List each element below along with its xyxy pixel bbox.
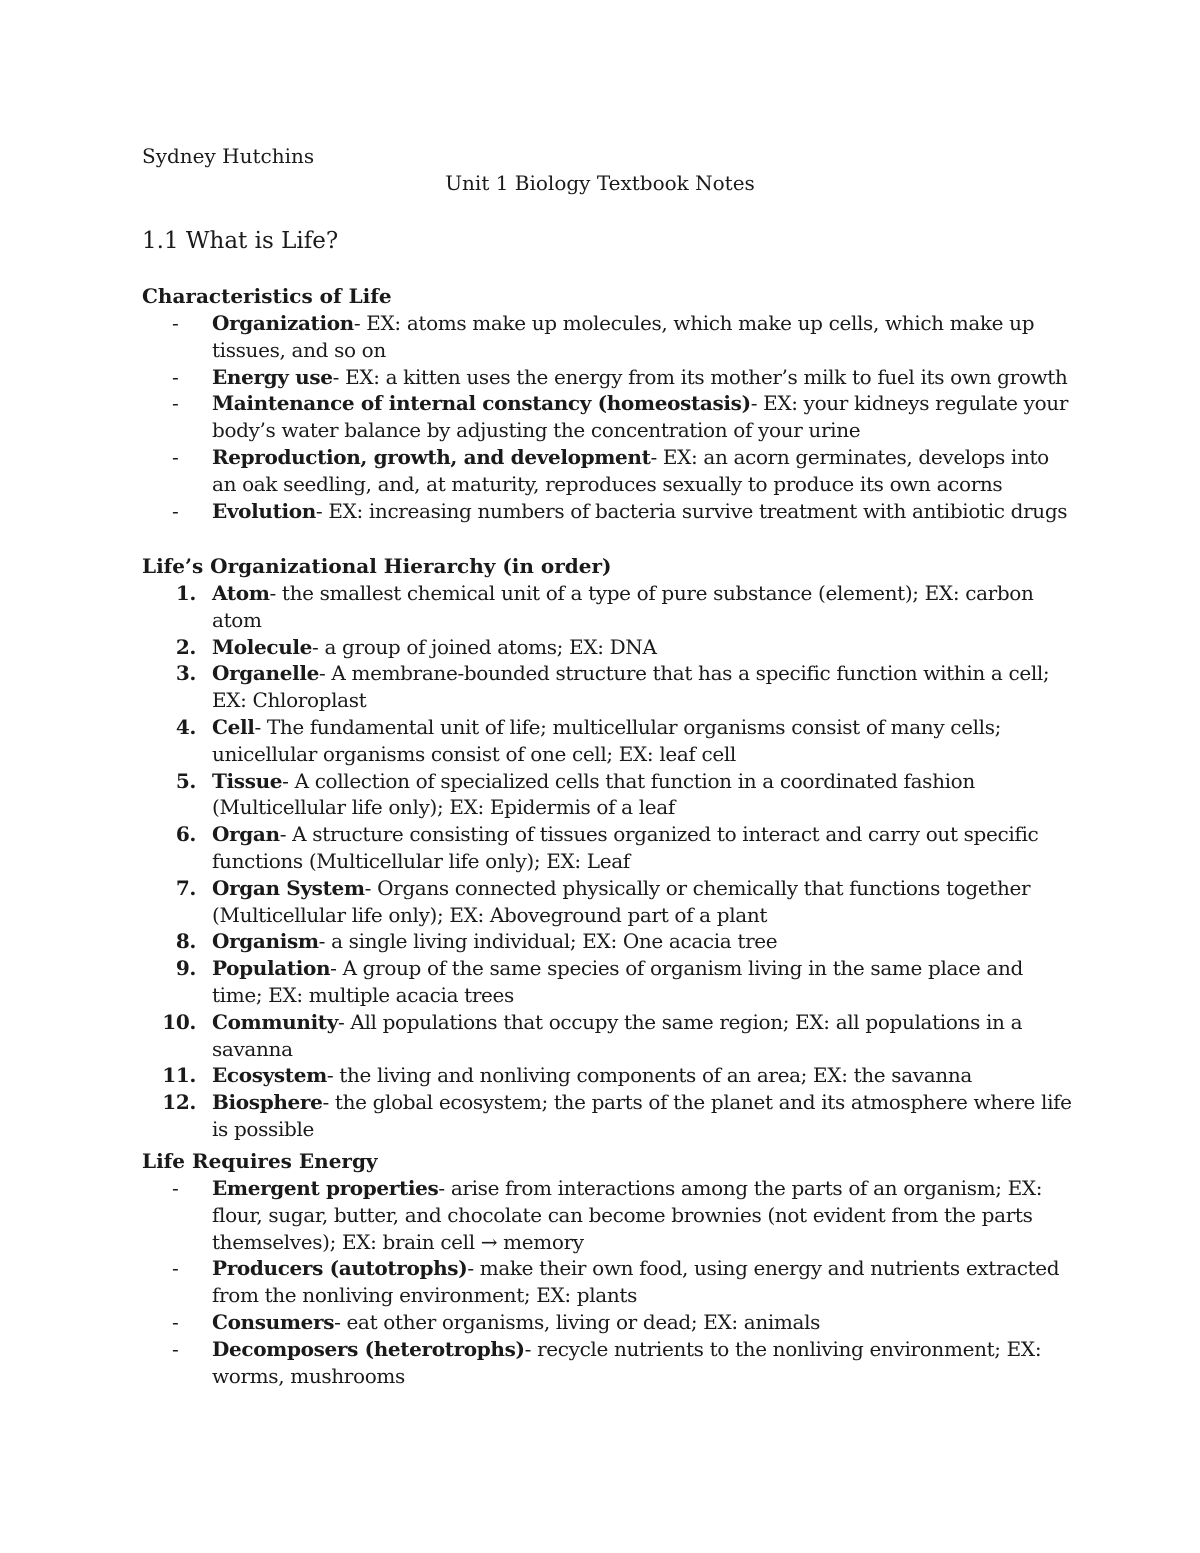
dash-marker: - <box>172 364 179 389</box>
dash-marker: - <box>172 1176 179 1200</box>
definition: - a group of joined atoms; EX: DNA <box>312 634 657 659</box>
list-item <box>0 1089 1072 1143</box>
list-item <box>0 498 1072 525</box>
definition: - All populations that occupy the same region; EX: all populations in a savanna <box>212 1009 1023 1061</box>
dash-marker: - <box>172 391 179 416</box>
list-number: 1. <box>175 581 196 605</box>
list-item <box>0 310 1072 364</box>
term: Cell <box>212 714 255 739</box>
definition: - A group of the same species of organism living in the same place and time; EX: multiple acacia trees <box>212 956 1023 1007</box>
document-title: Unit 1 Biology Textbook Notes <box>445 171 755 195</box>
term: Evolution <box>212 498 316 523</box>
definition: - EX: your kidneys regulate your body’s water balance by adjusting the concentration of your urine <box>212 391 1069 443</box>
definition: - The fundamental unit of life; multicellular organisms consist of many cells; unicellular organisms consist of one cell; EX: leaf cell <box>212 714 1002 766</box>
list-item <box>0 714 1072 768</box>
dash-marker: - <box>172 1336 179 1361</box>
term: Organ System <box>212 875 365 900</box>
definition: - A membrane-bounded structure that has a specific function within a cell; EX: Chloroplast <box>212 661 1050 713</box>
dash-marker: - <box>172 1309 179 1334</box>
term: Community <box>212 1009 338 1034</box>
term: Maintenance of internal constancy (homeostasis) <box>212 391 751 416</box>
term: Population <box>212 956 331 981</box>
list-item <box>0 444 1072 498</box>
list-item <box>0 1062 1072 1089</box>
term: Decomposers (heterotrophs) <box>212 1336 525 1361</box>
list-item <box>0 364 1072 391</box>
list-item <box>0 875 1072 929</box>
energy-heading: Life Requires Energy <box>142 1149 378 1173</box>
term: Organelle <box>212 661 319 686</box>
dash-marker: - <box>172 498 179 523</box>
list-item <box>0 660 1072 714</box>
list-item <box>0 928 1072 955</box>
list-item <box>0 1255 1072 1309</box>
list-item <box>0 390 1072 444</box>
definition: - EX: increasing numbers of bacteria survive treatment with antibiotic drugs <box>315 498 1068 523</box>
list-number: 2. <box>175 634 196 659</box>
list-number: 5. <box>175 768 196 793</box>
section-heading: 1.1 What is Life? <box>142 228 339 254</box>
definition: - EX: atoms make up molecules, which make up cells, which make up tissues, and so on <box>212 311 1035 362</box>
dash-marker: - <box>172 1256 179 1281</box>
term: Ecosystem <box>212 1063 327 1088</box>
definition: - arise from interactions among the parts of an organism; EX: flour, sugar, butter, and chocolate can become brownies (not evident from the parts themselves); EX: brain cell → memory <box>212 1176 1043 1254</box>
definition: - eat other organisms, living or dead; EX: animals <box>334 1309 821 1334</box>
characteristics-heading: Characteristics of Life <box>142 284 392 308</box>
list-number: 9. <box>175 956 196 981</box>
definition: - a single living individual; EX: One acacia tree <box>318 929 778 954</box>
list-item <box>0 580 1072 634</box>
definition: - EX: an acorn germinates, develops into an oak seedling, and, at maturity, reproduces sexually to produce its own acorns <box>212 444 1049 496</box>
definition: - EX: a kitten uses the energy from its mother’s milk to fuel its own growth <box>332 364 1068 389</box>
definition: - A collection of specialized cells that function in a coordinated fashion (Multicellular life only); EX: Epidermis of a leaf <box>212 768 975 820</box>
term: Organization <box>212 311 354 335</box>
list-item <box>0 1175 1072 1255</box>
hierarchy-heading: Life’s Organizational Hierarchy (in order) <box>142 554 612 578</box>
list-item <box>0 1309 1072 1336</box>
dash-marker: - <box>172 444 179 469</box>
hierarchy-list <box>0 580 1200 1143</box>
definition: - Organs connected physically or chemically that functions together (Multicellular life only); EX: Aboveground part of a plant <box>212 875 1031 927</box>
characteristics-list <box>0 310 1200 524</box>
list-number: 6. <box>175 822 196 847</box>
term: Molecule <box>212 634 313 659</box>
term: Atom <box>212 581 270 605</box>
list-number: 7. <box>175 875 196 900</box>
definition: - make their own food, using energy and nutrients extracted from the nonliving environment; EX: plants <box>212 1256 1060 1308</box>
list-number: 10. <box>162 1009 196 1034</box>
list-item <box>0 1009 1072 1063</box>
list-item <box>0 768 1072 822</box>
term: Tissue <box>212 768 283 793</box>
author-name: Sydney Hutchins <box>142 144 315 168</box>
definition: - A structure consisting of tissues organized to interact and carry out specific functions (Multicellular life only); EX: Leaf <box>212 822 1039 873</box>
definition: - the smallest chemical unit of a type of pure substance (element); EX: carbon atom <box>212 581 1034 632</box>
list-item <box>0 821 1072 875</box>
term: Organism <box>212 929 319 954</box>
dash-marker: - <box>172 311 179 335</box>
list-number: 3. <box>175 661 196 686</box>
term: Biosphere <box>212 1090 323 1115</box>
definition: - the global ecosystem; the parts of the planet and its atmosphere where life is possible <box>212 1090 1072 1141</box>
list-number: 12. <box>162 1090 196 1115</box>
definition: - the living and nonliving components of an area; EX: the savanna <box>326 1063 972 1088</box>
list-item <box>0 1336 1072 1390</box>
term: Emergent properties <box>212 1176 439 1200</box>
term: Reproduction, growth, and development <box>212 444 651 469</box>
list-item <box>0 634 1072 661</box>
definition: - recycle nutrients to the nonliving environment; EX: worms, mushrooms <box>212 1336 1042 1388</box>
term: Energy use <box>212 364 333 389</box>
list-number: 11. <box>162 1063 196 1088</box>
list-number: 4. <box>175 714 196 739</box>
term: Consumers <box>212 1309 335 1334</box>
list-number: 8. <box>175 929 196 954</box>
list-item <box>0 955 1072 1009</box>
term: Organ <box>212 822 280 847</box>
energy-list <box>0 1175 1200 1389</box>
term: Producers (autotrophs) <box>212 1256 468 1281</box>
